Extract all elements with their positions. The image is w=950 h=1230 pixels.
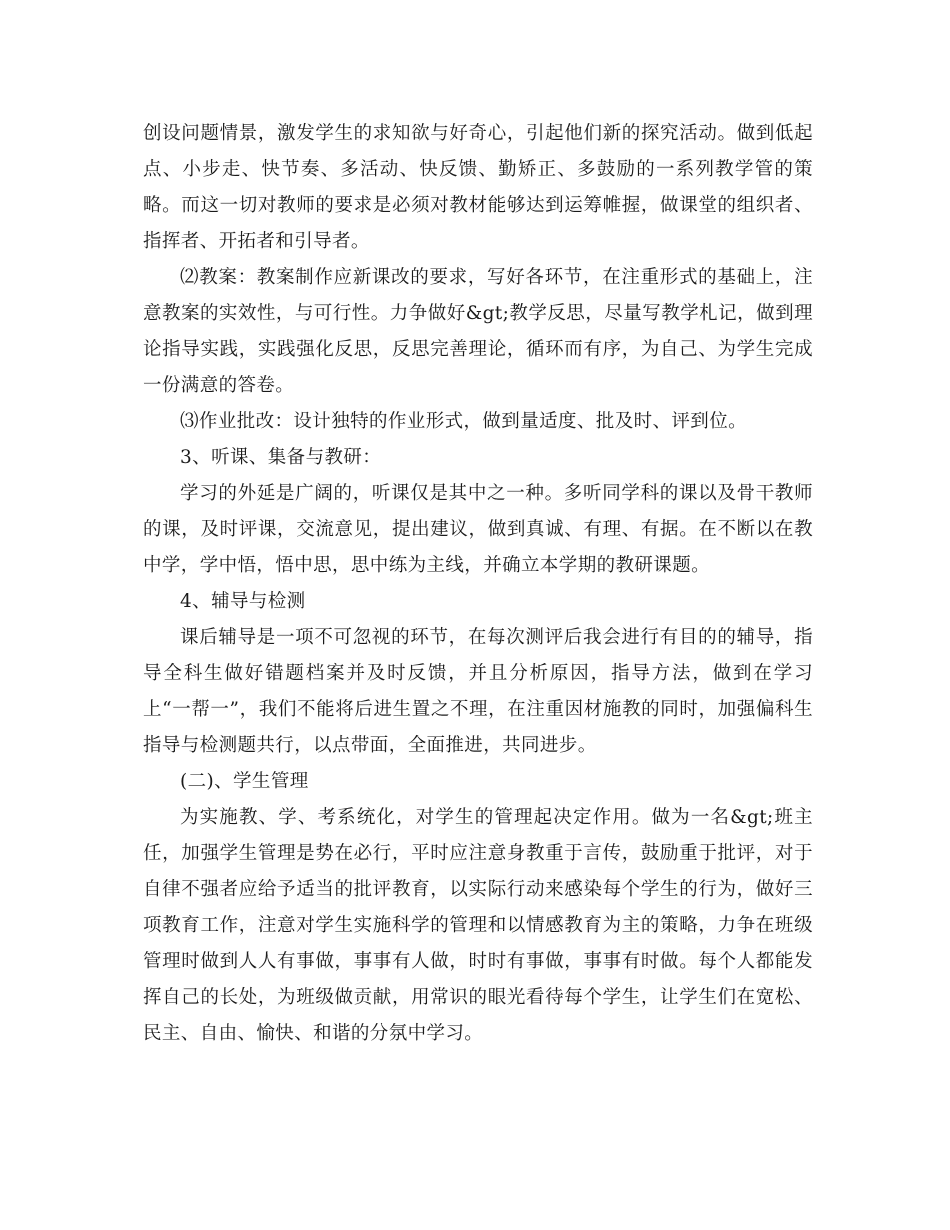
- heading-student-management: (二)、学生管理: [180, 771, 309, 792]
- heading-tutoring-testing: 4、辅导与检测: [180, 591, 306, 612]
- document-body: [143, 116, 813, 1052]
- paragraph-tutoring-testing: 课后辅导是一项不可忽视的环节，在每次测评后我会进行有目的的辅导，指导全科生做好错题档案并及时反馈，并且分析原因，指导方法，做到在学习上“一帮一”，我们不能将后进生置之不理，在注重因材施教的同时，加强偏科生指导与检测题共行，以点带面，全面推进，共同进步。: [143, 627, 813, 756]
- paragraph-lesson-observation: 学习的外延是广阔的，听课仅是其中之一种。多听同学科的课以及骨干教师的课，及时评课，交流意见，提出建议，做到真诚、有理、有据。在不断以在教中学，学中悟，悟中思，思中练为主线，并确立本学期的教研课题。: [143, 483, 813, 576]
- heading-lesson-observation: 3、听课、集备与教研：: [180, 447, 382, 468]
- paragraph-student-management: 为实施教、学、考系统化，对学生的管理起决定作用。做为一名&gt;班主任，加强学生管理是势在必行，平时应注意身教重于言传，鼓励重于批评，对于自律不强者应给予适当的批评教育，以实际行动来感染每个学生的行为，做好三项教育工作，注意对学生实施科学的管理和以情感教育为主的策略，力争在班级管理时做到人人有事做，事事有人做，时时有事做，事事有时做。每个人都能发挥自己的长处，为班级做贡献，用常识的眼光看待每个学生，让学生们在宽松、民主、自由、愉快、和谐的分氛中学习。: [143, 807, 813, 1044]
- paragraph-teaching-strategy: 创设问题情景，激发学生的求知欲与好奇心，引起他们新的探究活动。做到低起点、小步走、快节奏、多活动、快反馈、勤矫正、多鼓励的一系列教学管的策略。而这一切对教师的要求是必须对教材能够达到运筹帷握，做课堂的组织者、指挥者、开拓者和引导者。: [143, 123, 813, 252]
- paragraph-homework-grading: ⑶作业批改：设计独特的作业形式，做到量适度、批及时、评到位。: [180, 411, 748, 432]
- paragraph-lesson-plan: ⑵教案：教案制作应新课改的要求，写好各环节，在注重形式的基础上，注意教案的实效性，与可行性。力争做好&gt;教学反思，尽量写教学札记，做到理论指导实践，实践强化反思，反思完善理论，循环而有序，为自己、为学生完成一份满意的答卷。: [143, 267, 813, 396]
